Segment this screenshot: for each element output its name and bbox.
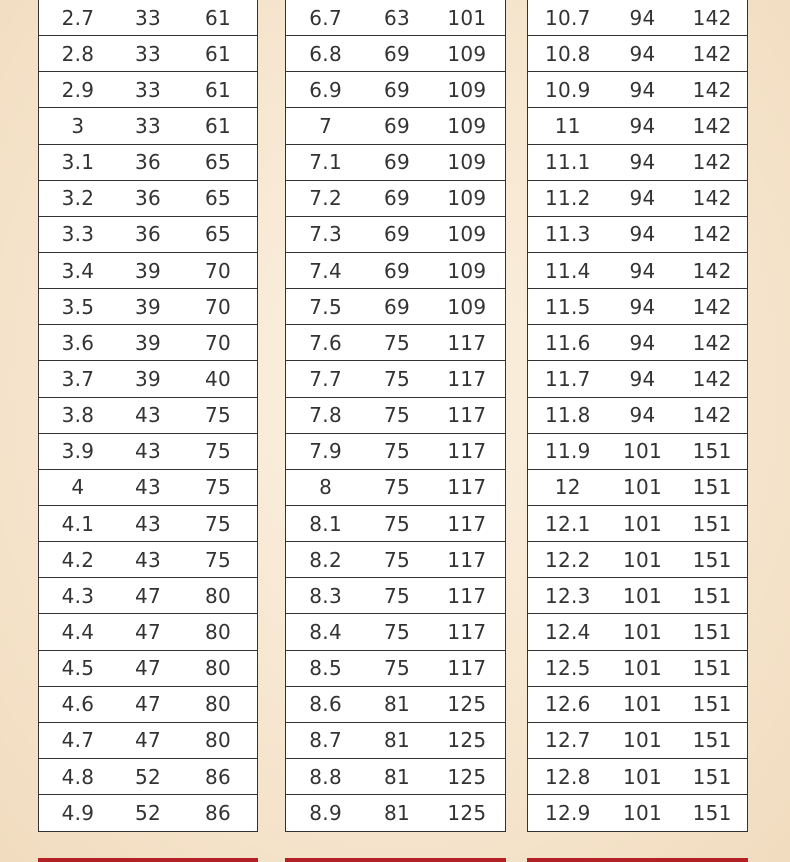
table-row	[39, 325, 257, 361]
value-b-cell: 109	[447, 294, 487, 319]
value-b-cell: 151	[692, 547, 732, 572]
value-b-cell: 142	[692, 41, 732, 66]
value-a-cell: 101	[622, 764, 663, 789]
footer-bar-2	[285, 858, 506, 862]
size-cell: 7.9	[309, 439, 342, 464]
value-b-cell: 80	[205, 692, 232, 717]
value-b-cell: 80	[205, 656, 232, 681]
value-b-cell: 151	[692, 656, 732, 681]
table-row	[528, 795, 747, 831]
value-b-cell: 117	[447, 656, 487, 681]
value-b-cell: 80	[205, 619, 232, 644]
size-cell: 12.8	[544, 764, 591, 789]
value-a-cell: 101	[622, 583, 663, 608]
value-b-cell: 117	[447, 439, 487, 464]
table-row	[39, 759, 257, 795]
value-a-cell: 36	[134, 150, 162, 175]
value-a-cell: 69	[383, 258, 411, 283]
size-cell: 7.7	[309, 366, 342, 391]
value-b-cell: 142	[692, 258, 732, 283]
value-a-cell: 101	[622, 475, 663, 500]
table-row	[39, 253, 257, 289]
value-b-cell: 75	[205, 547, 232, 572]
size-cell: 2.8	[61, 41, 95, 66]
value-a-cell: 94	[629, 150, 656, 175]
size-cell: 7.1	[309, 150, 342, 175]
size-cell: 3.7	[61, 366, 95, 391]
size-cell: 4.7	[61, 728, 95, 753]
value-a-cell: 94	[629, 366, 656, 391]
value-a-cell: 75	[383, 619, 411, 644]
table-row	[286, 72, 505, 108]
value-a-cell: 94	[629, 5, 656, 30]
value-a-cell: 43	[134, 547, 162, 572]
value-a-cell: 33	[134, 41, 162, 66]
size-cell: 7.2	[309, 186, 342, 211]
value-b-cell: 65	[205, 222, 232, 247]
size-cell: 6.8	[309, 41, 342, 66]
table-row	[528, 759, 747, 795]
value-a-cell: 101	[622, 801, 663, 826]
value-a-cell: 69	[383, 77, 411, 102]
table-row	[39, 361, 257, 397]
size-cell: 4.6	[61, 692, 95, 717]
footer-bar-3	[527, 858, 748, 862]
size-cell: 4.9	[61, 801, 95, 826]
value-a-cell: 47	[134, 692, 162, 717]
value-b-cell: 86	[205, 801, 232, 826]
table-row	[528, 434, 747, 470]
value-b-cell: 80	[205, 728, 232, 753]
table-row	[39, 108, 257, 144]
table-row	[39, 434, 257, 470]
value-b-cell: 65	[205, 186, 232, 211]
table-row	[528, 614, 747, 650]
table-row	[528, 108, 747, 144]
size-cell: 3.4	[61, 258, 95, 283]
value-a-cell: 81	[383, 801, 411, 826]
value-a-cell: 63	[383, 5, 411, 30]
size-cell: 4	[71, 475, 85, 500]
value-a-cell: 43	[134, 403, 162, 428]
table-row	[286, 253, 505, 289]
value-b-cell: 75	[205, 511, 232, 536]
size-cell: 8.2	[309, 547, 342, 572]
value-a-cell: 47	[134, 583, 162, 608]
size-cell: 11.9	[544, 439, 591, 464]
value-b-cell: 70	[205, 330, 232, 355]
value-a-cell: 101	[622, 439, 663, 464]
size-cell: 4.1	[61, 511, 95, 536]
table-row	[286, 325, 505, 361]
size-cell: 12.1	[544, 511, 591, 536]
table-row	[528, 253, 747, 289]
table-row	[286, 687, 505, 723]
value-a-cell: 101	[622, 547, 663, 572]
table-row	[286, 434, 505, 470]
size-cell: 11	[554, 113, 581, 138]
table-row	[286, 398, 505, 434]
size-cell: 6.9	[309, 77, 342, 102]
value-b-cell: 142	[692, 186, 732, 211]
size-cell: 10.7	[544, 5, 591, 30]
value-b-cell: 117	[447, 619, 487, 644]
value-a-cell: 94	[629, 77, 656, 102]
table-row	[528, 289, 747, 325]
size-cell: 3.8	[61, 403, 95, 428]
value-a-cell: 94	[629, 330, 656, 355]
value-b-cell: 117	[447, 547, 487, 572]
value-b-cell: 151	[692, 801, 732, 826]
value-a-cell: 43	[134, 439, 162, 464]
value-a-cell: 43	[134, 511, 162, 536]
value-a-cell: 101	[622, 692, 663, 717]
value-b-cell: 117	[447, 366, 487, 391]
value-a-cell: 75	[383, 583, 411, 608]
table-row	[286, 36, 505, 72]
table-row	[286, 614, 505, 650]
size-cell: 10.9	[544, 77, 591, 102]
table-row	[528, 181, 747, 217]
value-b-cell: 117	[447, 511, 487, 536]
value-a-cell: 39	[134, 366, 162, 391]
size-cell: 7.4	[309, 258, 342, 283]
size-cell: 11.8	[544, 403, 591, 428]
value-b-cell: 101	[447, 5, 487, 30]
value-a-cell: 47	[134, 656, 162, 681]
value-a-cell: 43	[134, 475, 162, 500]
value-a-cell: 94	[629, 294, 656, 319]
value-a-cell: 39	[134, 330, 162, 355]
size-cell: 6.7	[309, 5, 342, 30]
size-cell: 3	[71, 113, 85, 138]
value-a-cell: 75	[383, 511, 411, 536]
size-cell: 7	[319, 113, 333, 138]
value-b-cell: 142	[692, 294, 732, 319]
value-b-cell: 117	[447, 583, 487, 608]
table-row	[39, 398, 257, 434]
table-row	[39, 795, 257, 831]
size-cell: 8.8	[309, 764, 342, 789]
table-row	[528, 72, 747, 108]
size-cell: 11.6	[544, 330, 591, 355]
value-a-cell: 36	[134, 186, 162, 211]
table-row	[286, 217, 505, 253]
table-row	[528, 506, 747, 542]
value-b-cell: 109	[447, 258, 487, 283]
table-row	[286, 759, 505, 795]
value-b-cell: 151	[692, 439, 732, 464]
value-a-cell: 52	[134, 801, 162, 826]
value-b-cell: 117	[447, 330, 487, 355]
size-cell: 3.9	[61, 439, 95, 464]
value-b-cell: 125	[447, 764, 487, 789]
value-b-cell: 142	[692, 403, 732, 428]
table-row	[528, 687, 747, 723]
value-a-cell: 101	[622, 728, 663, 753]
value-b-cell: 142	[692, 150, 732, 175]
size-cell: 12	[554, 475, 581, 500]
size-cell: 7.3	[309, 222, 342, 247]
value-b-cell: 142	[692, 77, 732, 102]
value-a-cell: 94	[629, 186, 656, 211]
value-a-cell: 69	[383, 41, 411, 66]
table-column-3	[527, 0, 748, 832]
value-b-cell: 109	[447, 113, 487, 138]
footer-bar-1	[38, 858, 258, 862]
table-row	[528, 398, 747, 434]
table-row	[39, 145, 257, 181]
size-cell: 8.9	[309, 801, 342, 826]
value-a-cell: 101	[622, 619, 663, 644]
size-cell: 4.3	[61, 583, 95, 608]
table-row	[39, 542, 257, 578]
value-a-cell: 101	[622, 511, 663, 536]
value-b-cell: 125	[447, 801, 487, 826]
table-row	[528, 651, 747, 687]
value-a-cell: 94	[629, 222, 656, 247]
value-b-cell: 70	[205, 294, 232, 319]
size-cell: 8.6	[309, 692, 342, 717]
size-cell: 7.5	[309, 294, 342, 319]
table-row	[528, 723, 747, 759]
size-cell: 3.2	[61, 186, 95, 211]
size-cell: 3.1	[61, 150, 95, 175]
value-a-cell: 33	[134, 113, 162, 138]
value-b-cell: 109	[447, 41, 487, 66]
size-cell: 12.5	[544, 656, 591, 681]
size-cell: 8.4	[309, 619, 342, 644]
size-cell: 4.8	[61, 764, 95, 789]
size-cell: 12.2	[544, 547, 591, 572]
table-row	[39, 36, 257, 72]
value-a-cell: 94	[629, 258, 656, 283]
value-a-cell: 75	[383, 547, 411, 572]
size-cell: 7.6	[309, 330, 342, 355]
table-row	[39, 289, 257, 325]
value-b-cell: 151	[692, 511, 732, 536]
value-a-cell: 75	[383, 656, 411, 681]
value-b-cell: 125	[447, 692, 487, 717]
value-b-cell: 75	[205, 475, 232, 500]
table-row	[39, 506, 257, 542]
size-cell: 8.3	[309, 583, 342, 608]
size-cell: 12.3	[544, 583, 591, 608]
table-row	[528, 361, 747, 397]
size-cell: 8.7	[309, 728, 342, 753]
table-row	[39, 181, 257, 217]
value-a-cell: 69	[383, 294, 411, 319]
table-row	[286, 145, 505, 181]
value-a-cell: 36	[134, 222, 162, 247]
value-a-cell: 39	[134, 294, 162, 319]
table-row	[286, 542, 505, 578]
table-row	[528, 325, 747, 361]
value-b-cell: 142	[692, 113, 732, 138]
value-a-cell: 52	[134, 764, 162, 789]
size-cell: 11.4	[544, 258, 591, 283]
value-a-cell: 75	[383, 330, 411, 355]
value-a-cell: 75	[383, 475, 411, 500]
value-a-cell: 33	[134, 5, 162, 30]
value-b-cell: 151	[692, 764, 732, 789]
size-cell: 8.5	[309, 656, 342, 681]
size-cell: 3.5	[61, 294, 95, 319]
value-a-cell: 69	[383, 150, 411, 175]
table-row	[528, 217, 747, 253]
value-a-cell: 39	[134, 258, 162, 283]
value-a-cell: 69	[383, 222, 411, 247]
value-b-cell: 86	[205, 764, 232, 789]
table-column-2	[285, 0, 506, 832]
value-b-cell: 70	[205, 258, 232, 283]
value-a-cell: 94	[629, 113, 656, 138]
size-cell: 11.7	[544, 366, 591, 391]
size-cell: 2.7	[61, 5, 95, 30]
value-b-cell: 142	[692, 366, 732, 391]
value-b-cell: 151	[692, 728, 732, 753]
value-a-cell: 94	[629, 41, 656, 66]
size-cell: 2.9	[61, 77, 95, 102]
value-b-cell: 142	[692, 222, 732, 247]
value-b-cell: 61	[205, 5, 232, 30]
value-b-cell: 75	[205, 439, 232, 464]
size-cell: 7.8	[309, 403, 342, 428]
value-b-cell: 151	[692, 619, 732, 644]
value-a-cell: 81	[383, 728, 411, 753]
value-b-cell: 117	[447, 475, 487, 500]
value-b-cell: 109	[447, 150, 487, 175]
value-a-cell: 69	[383, 186, 411, 211]
value-b-cell: 75	[205, 403, 232, 428]
size-cell: 4.2	[61, 547, 95, 572]
table-row	[39, 470, 257, 506]
value-b-cell: 151	[692, 475, 732, 500]
value-b-cell: 80	[205, 583, 232, 608]
table-row	[39, 723, 257, 759]
value-b-cell: 109	[447, 77, 487, 102]
size-cell: 12.6	[544, 692, 591, 717]
table-row	[286, 470, 505, 506]
table-row	[39, 687, 257, 723]
size-cell: 10.8	[544, 41, 591, 66]
table-row	[286, 0, 505, 36]
value-b-cell: 142	[692, 5, 732, 30]
value-a-cell: 33	[134, 77, 162, 102]
table-column-1	[38, 0, 258, 832]
value-a-cell: 75	[383, 366, 411, 391]
value-b-cell: 40	[205, 366, 232, 391]
table-row	[528, 36, 747, 72]
table-row	[39, 651, 257, 687]
value-a-cell: 75	[383, 439, 411, 464]
value-a-cell: 47	[134, 619, 162, 644]
size-cell: 8	[319, 475, 333, 500]
size-cell: 11.1	[544, 150, 591, 175]
table-row	[39, 217, 257, 253]
value-b-cell: 151	[692, 692, 732, 717]
table-row	[39, 0, 257, 36]
value-a-cell: 69	[383, 113, 411, 138]
value-a-cell: 81	[383, 764, 411, 789]
size-cell: 4.4	[61, 619, 95, 644]
value-b-cell: 61	[205, 77, 232, 102]
table-row	[39, 614, 257, 650]
size-cell: 11.2	[544, 186, 591, 211]
table-row	[286, 506, 505, 542]
value-b-cell: 61	[205, 41, 232, 66]
size-cell: 3.3	[61, 222, 95, 247]
size-cell: 11.3	[544, 222, 591, 247]
value-b-cell: 61	[205, 113, 232, 138]
table-row	[286, 723, 505, 759]
value-b-cell: 117	[447, 403, 487, 428]
value-b-cell: 125	[447, 728, 487, 753]
size-cell: 12.7	[544, 728, 591, 753]
size-cell: 4.5	[61, 656, 95, 681]
value-b-cell: 109	[447, 186, 487, 211]
table-row	[286, 108, 505, 144]
table-row	[39, 72, 257, 108]
table-row	[528, 542, 747, 578]
value-a-cell: 94	[629, 403, 656, 428]
size-cell: 11.5	[544, 294, 591, 319]
size-cell: 12.4	[544, 619, 591, 644]
table-row	[286, 651, 505, 687]
value-a-cell: 47	[134, 728, 162, 753]
value-b-cell: 151	[692, 583, 732, 608]
value-b-cell: 142	[692, 330, 732, 355]
table-row	[286, 361, 505, 397]
value-a-cell: 101	[622, 656, 663, 681]
table-row	[286, 181, 505, 217]
table-row	[528, 145, 747, 181]
table-row	[39, 578, 257, 614]
table-row	[286, 795, 505, 831]
table-row	[528, 578, 747, 614]
size-cell: 8.1	[309, 511, 342, 536]
value-b-cell: 109	[447, 222, 487, 247]
table-row	[286, 289, 505, 325]
table-row	[286, 578, 505, 614]
size-cell: 3.6	[61, 330, 95, 355]
value-a-cell: 81	[383, 692, 411, 717]
size-cell: 12.9	[544, 801, 591, 826]
table-row	[528, 0, 747, 36]
table-row	[528, 470, 747, 506]
value-a-cell: 75	[383, 403, 411, 428]
value-b-cell: 65	[205, 150, 232, 175]
